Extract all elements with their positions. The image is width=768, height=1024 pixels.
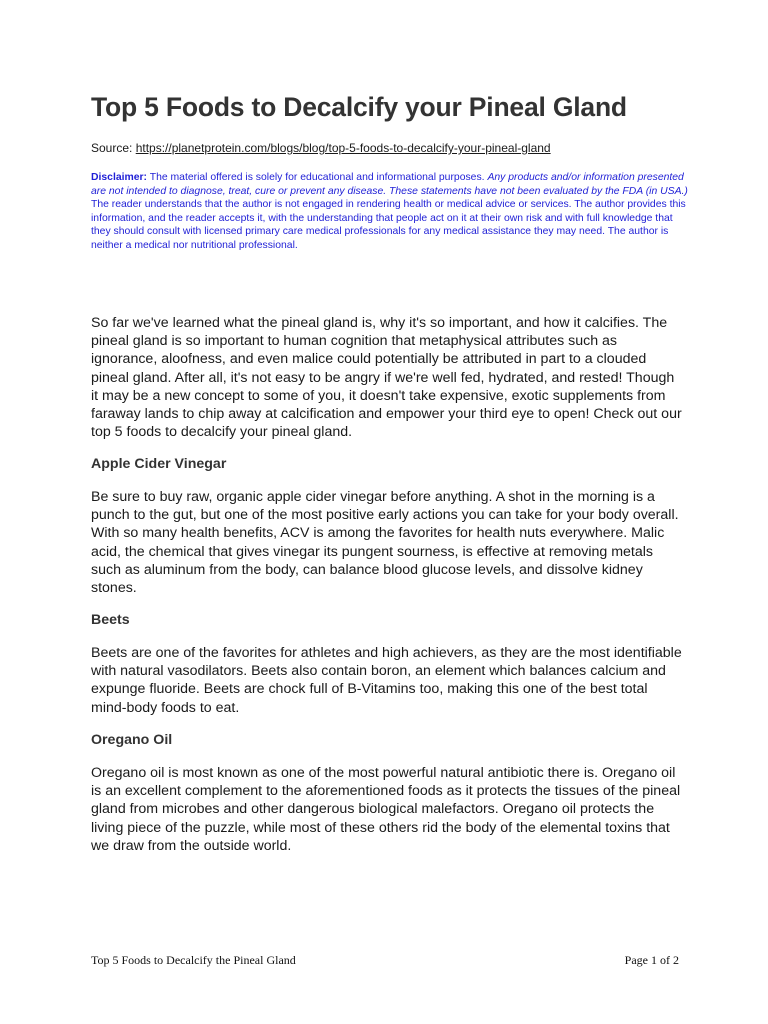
disclaimer-italic: Any products and/or information presented are not intended to diagnose, treat, cure or prevent any disease. These statements have not been evaluated by the FDA (in USA.) xyxy=(91,172,688,197)
section-heading-beets: Beets xyxy=(91,612,130,628)
section-heading-apple-cider-vinegar: Apple Cider Vinegar xyxy=(91,456,227,472)
disclaimer-text-1: The material offered is solely for educational and informational purposes. xyxy=(149,172,485,183)
disclaimer-text-2: The reader understands that the author is not engaged in rendering health or medical advice or services. The author provides this information, and the reader accepts it, with the understanding that people act on it at their own risk and with full knowledge that they should consult with licensed primary care medical professionals for any medical assistance they may need. The author is neither a medical nor nutritional professional. xyxy=(91,199,686,251)
footer-page-number: Page 1 of 2 xyxy=(624,953,679,967)
intro-paragraph: So far we've learned what the pineal gland is, why it's so important, and how it calcifies. The pineal gland is so important to human cognition that metaphysical attributes such as ignorance, aloofness, and even malice could potentially be attributed in part to a clouded pineal gland. After all, it's not easy to be angry if we're well fed, hydrated, and rested! Though it may be a new concept to some of you, it doesn't take expensive, exotic supplements from faraway lands to chip away at calcification and empower your third eye to open! Check out our top 5 foods to decalcify your pineal gland. xyxy=(91,315,682,441)
section-body-apple-cider-vinegar: Be sure to buy raw, organic apple cider vinegar before anything. A shot in the morning is a punch to the gut, but one of the most positive early actions you can take for your body overall. With so many health benefits, ACV is among the favorites for health nuts everywhere. Malic acid, the chemical that gives vinegar its pungent sourness, is effective at removing metals such as aluminum from the body, can balance blood glucose levels, and dissolve kidney stones. xyxy=(91,489,679,597)
document-title: Top 5 Foods to Decalcify your Pineal Gland xyxy=(91,92,627,122)
disclaimer-block xyxy=(91,171,691,253)
source-label: Source: xyxy=(91,141,133,155)
source-link[interactable]: https://planetprotein.com/blogs/blog/top-5-foods-to-decalcify-your-pineal-gland xyxy=(135,141,551,155)
section-body-beets: Beets are one of the favorites for athletes and high achievers, as they are the most identifiable with natural vasodilators. Beets also contain boron, an element which balances calcium and expunge fluoride. Beets are chock full of B-Vitamins too, making this one of the best total mind-body foods to eat. xyxy=(91,645,682,716)
section-heading-oregano-oil: Oregano Oil xyxy=(91,732,173,748)
disclaimer-label: Disclaimer: xyxy=(91,172,148,183)
source-line xyxy=(91,141,551,155)
footer-title: Top 5 Foods to Decalcify the Pineal Gland xyxy=(91,953,296,967)
section-body-oregano-oil: Oregano oil is most known as one of the most powerful natural antibiotic there is. Oregano oil is an excellent complement to the aforementioned foods as it protects the tissues of the pineal gland from microbes and other dangerous biological malefactors. Oregano oil protects the living piece of the puzzle, while most of these others rid the body of the elemental toxins that we draw from the outside world. xyxy=(91,765,681,854)
